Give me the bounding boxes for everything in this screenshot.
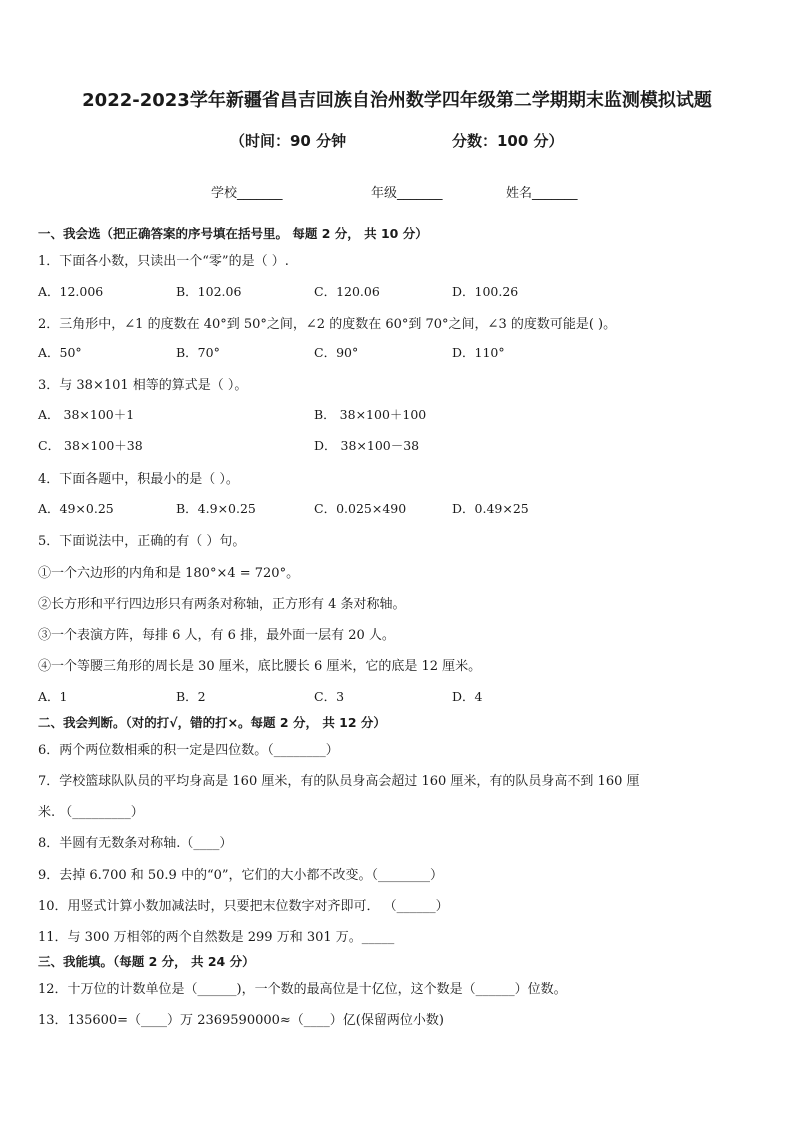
page-title: 2022-2023学年新疆省昌吉回族自治州数学四年级第二学期期末监测模拟试题	[82, 90, 712, 111]
grade-field: 年级_______	[371, 186, 443, 201]
question-4: 4．下面各题中，积最小的是（ ）。	[38, 472, 239, 487]
question-2: 2．三角形中，∠1 的度数在 40°到 50°之间，∠2 的度数在 60°到 70°之间，∠3 的度数可能是( )。	[38, 317, 617, 332]
section-3-heading: 三、我能填。（每题 2 分， 共 24 分）	[38, 954, 255, 969]
q5-option-c: C．3	[314, 689, 345, 704]
q5-statement-2: ②长方形和平行四边形只有两条对称轴，正方形有 4 条对称轴。	[38, 597, 406, 612]
question-10: 10．用竖式计算小数加减法时，只要把末位数字对齐即可． （______）	[38, 899, 449, 914]
q4-option-d: D．0.49×25	[452, 501, 529, 516]
question-7-line-2: 米. （_________）	[38, 805, 144, 820]
q5-statement-4: ④一个等腰三角形的周长是 30 厘米，底比腰长 6 厘米，它的底是 12 厘米。	[38, 659, 482, 674]
section-1-heading: 一、我会选（把正确答案的序号填在括号里。 每题 2 分， 共 10 分）	[38, 226, 428, 241]
q3-option-c: C． 38×100＋38	[38, 438, 143, 453]
q3-option-d: D． 38×100－38	[314, 438, 420, 453]
time-limit: （时间：90 分钟	[230, 132, 347, 150]
question-12: 12．十万位的计数单位是（______)，一个数的最高位是十亿位，这个数是（______）位数。	[38, 982, 567, 997]
q1-option-d: D．100.26	[452, 284, 519, 299]
q5-option-b: B．2	[176, 689, 206, 704]
q2-option-c: C．90°	[314, 345, 359, 360]
question-7-line-1: 7．学校篮球队队员的平均身高是 160 厘米，有的队员身高会超过 160 厘米，有的队员身高不到 160 厘	[38, 774, 640, 789]
q1-option-c: C．120.06	[314, 284, 380, 299]
q5-statement-3: ③一个表演方阵，每排 6 人，有 6 排，最外面一层有 20 人。	[38, 628, 395, 643]
question-8: 8．半圆有无数条对称轴.（____）	[38, 836, 233, 851]
section-2-heading: 二、我会判断。（对的打√，错的打×。每题 2 分， 共 12 分）	[38, 715, 386, 730]
q4-option-a: A．49×0.25	[38, 501, 114, 516]
q5-option-a: A．1	[38, 689, 68, 704]
q2-option-a: A．50°	[38, 345, 82, 360]
question-13: 13．135600=（____）万 2369590000≈（____）亿(保留两位小数)	[38, 1013, 444, 1028]
q3-option-a: A． 38×100＋1	[38, 407, 135, 422]
q2-option-b: B．70°	[176, 345, 220, 360]
question-9: 9．去掉 6.700 和 50.9 中的“0”，它们的大小都不改变。（________）	[38, 868, 444, 883]
question-5: 5．下面说法中，正确的有（ ）句。	[38, 534, 246, 549]
q5-statement-1: ①一个六边形的内角和是 180°×4 = 720°。	[38, 566, 300, 581]
question-6: 6．两个两位数相乘的积一定是四位数。（________）	[38, 743, 339, 758]
question-3: 3．与 38×101 相等的算式是（ ）。	[38, 378, 248, 393]
q1-option-a: A．12.006	[38, 284, 104, 299]
q4-option-b: B．4.9×0.25	[176, 501, 256, 516]
school-field: 学校_______	[211, 186, 283, 201]
question-11: 11．与 300 万相邻的两个自然数是 299 万和 301 万。_____	[38, 930, 395, 945]
q3-option-b: B． 38×100＋100	[314, 407, 427, 422]
q5-option-d: D．4	[452, 689, 483, 704]
question-1: 1．下面各小数，只读出一个“零”的是（ ）.	[38, 254, 289, 269]
name-field: 姓名_______	[506, 186, 578, 201]
q2-option-d: D．110°	[452, 345, 505, 360]
q1-option-b: B．102.06	[176, 284, 242, 299]
total-score: 分数：100 分）	[452, 132, 564, 150]
q4-option-c: C．0.025×490	[314, 501, 407, 516]
